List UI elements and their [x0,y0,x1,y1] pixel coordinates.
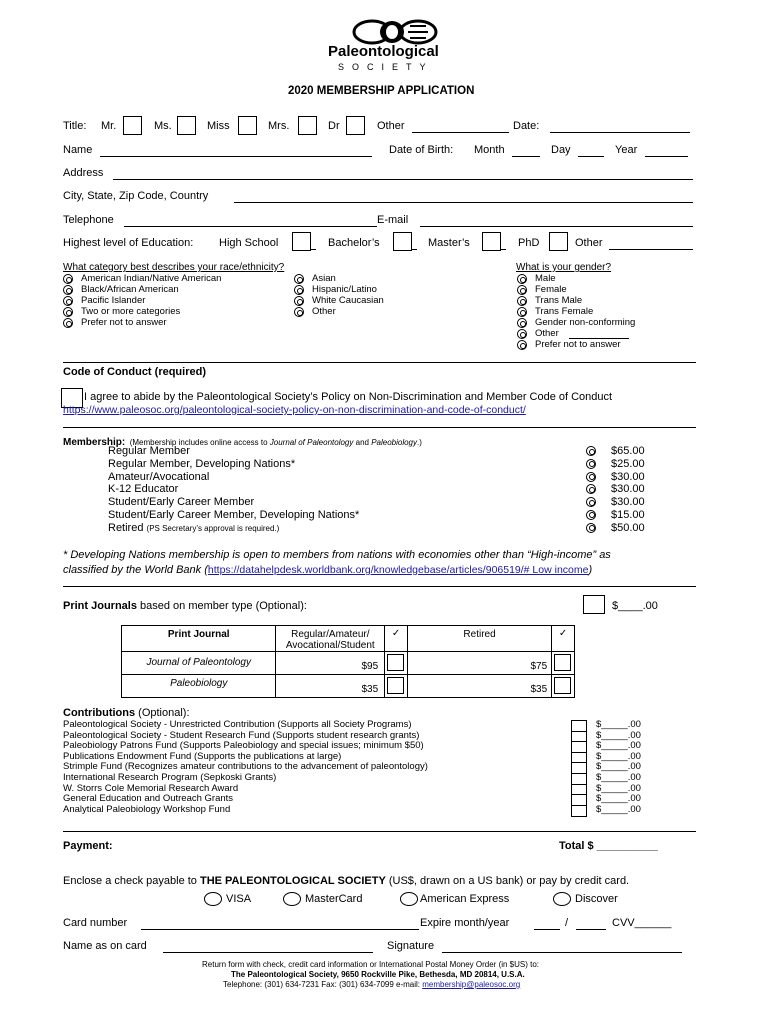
card-radio[interactable] [400,892,418,906]
email-label: E-mail [377,214,409,226]
table-header-row [122,626,575,652]
race-question: What category best describes your race/ethnicity? [63,262,285,273]
membership-row[interactable] [108,496,668,509]
education-highschool-label: High School [219,237,279,249]
print-journal-table [121,625,575,698]
membership-type-name: Regular Member [108,445,190,457]
membership-price: $15.00 [611,508,645,521]
note-journal-1: Journal of Paleontology [269,438,354,447]
membership-price: $50.00 [611,521,645,534]
title-ms-label: Ms. [154,120,172,132]
dob-day-field[interactable] [578,156,604,157]
print-journals-checkbox[interactable] [583,595,605,614]
contribution-label: Paleontological Society - Student Research Fund (Supports student research grants) [63,729,420,741]
contribution-label: W. Storrs Cole Memorial Research Award [63,782,239,794]
card-label: American Express [420,893,510,905]
note-text: (Membership includes online access to [129,438,270,447]
underline [411,249,417,250]
journal-regular-checkbox[interactable] [385,675,408,698]
contribution-amount[interactable]: $_____.00 [596,761,641,773]
expire-year-field[interactable] [576,929,606,930]
education-masters-label: Master’s [428,237,470,249]
name-on-card-field[interactable] [163,952,373,953]
payment-label: Payment: [63,840,113,852]
gender-question: What is your gender? [516,262,612,273]
retired-note: (PS Secretary’s approval is required.) [146,523,280,533]
journal-retired-price: $35 [407,675,551,698]
membership-radio[interactable] [586,459,596,469]
membership-price: $30.00 [611,496,645,509]
developing-nations-note-2 [63,564,592,576]
race-option-label: White Caucasian [312,295,384,306]
card-number-label: Card number [63,917,128,929]
dob-year-label: Year [615,144,638,156]
membership-row[interactable] [108,509,668,522]
card-label: VISA [226,893,252,905]
print-journals-amount[interactable]: $____.00 [612,600,658,612]
membership-row[interactable] [108,471,668,484]
title-miss-label: Miss [207,120,230,132]
email-field[interactable] [420,226,693,227]
membership-radio[interactable] [586,523,596,533]
logo-org-sub: SOCIETY [338,62,434,72]
education-other-label: Other [575,237,603,249]
title-mrs-label: Mrs. [268,120,290,132]
journal-regular-checkbox[interactable] [385,652,408,675]
journal-name: Paleobiology [122,675,276,698]
expire-slash: / [565,917,569,929]
developing-nations-note: * Developing Nations membership is open to members from nations with economies other than “High-income” as [63,549,611,561]
section-divider [63,427,696,428]
education-label: Highest level of Education: [63,237,194,249]
membership-radio[interactable] [586,510,596,520]
education-phd-checkbox[interactable] [549,232,568,251]
contribution-amount[interactable]: $_____.00 [596,740,641,752]
membership-price: $25.00 [611,457,645,470]
contributions-heading-rest: (Optional): [135,707,190,719]
dob-label: Date of Birth: [389,144,454,156]
membership-type-name: Amateur/Avocational [108,470,210,483]
footer-email-link[interactable]: membership@paleosoc.org [422,980,521,989]
gender-option-label: Female [535,284,567,295]
membership-type-name: Regular Member, Developing Nations* [108,457,296,470]
membership-row[interactable] [108,445,668,458]
race-option-label: Asian [312,273,336,284]
cvv-field[interactable]: CVV______ [612,917,672,929]
title-other-field[interactable] [412,132,509,133]
section-divider [63,831,696,832]
name-field[interactable] [100,156,372,157]
footer-phone-fax: Telephone: (301) 634-7231 Fax: (301) 634-7099 e-mail: [223,980,423,989]
note-text: ) [588,564,593,576]
education-other-field[interactable] [609,249,693,250]
contribution-label: Analytical Paleobiology Workshop Fund [63,803,231,815]
address-label: Address [63,167,104,179]
society-logo [320,18,450,76]
contributions-heading [63,707,190,719]
note-text: .) [417,438,422,447]
contribution-amount[interactable]: $_____.00 [596,750,641,762]
race-option-label: Black/African American [81,284,179,295]
date-label: Date: [513,120,540,132]
card-label: Discover [575,893,618,905]
conduct-policy-link[interactable]: https://www.paleosoc.org/paleontological-society-policy-on-non-discrimination-and-code-of-conduct/ [63,404,526,416]
trilobite-logo-icon [334,18,444,46]
gender-option-label: Trans Male [535,295,583,306]
page-title: 2020 MEMBERSHIP APPLICATION [288,85,475,97]
race-option-label: Two or more categories [81,306,181,317]
membership-type-name: Student/Early Career Member [108,496,255,509]
dob-month-field[interactable] [512,156,540,157]
title-mrs-checkbox[interactable] [298,116,317,135]
table-row [122,652,575,675]
journal-regular-price: $95 [276,652,385,675]
date-field[interactable] [550,132,690,133]
membership-price: $30.00 [611,483,645,496]
journal-name: Journal of Paleontology [122,652,276,675]
name-label: Name [63,144,93,156]
card-radio[interactable] [283,892,301,906]
title-dr-label: Dr [328,120,340,132]
membership-row[interactable] [108,458,668,471]
membership-type-name: Student/Early Career Member, Developing Nations* [108,508,360,521]
note-journal-2: Paleobiology [371,438,417,447]
journal-retired-checkbox[interactable] [552,652,575,675]
dob-year-field[interactable] [645,156,688,157]
card-label: MasterCard [305,893,363,905]
journal-regular-price: $35 [276,675,385,698]
title-dr-checkbox[interactable] [346,116,365,135]
contribution-label: Paleontological Society - Unrestricted Contribution (Supports all Society Programs) [63,719,412,730]
payment-total[interactable]: Total $ __________ [559,840,658,852]
membership-label: Membership: [63,437,126,448]
underline [310,249,316,250]
address-field[interactable] [113,179,693,180]
gender-option-label: Other [535,328,559,339]
th-regular-check: ✓ [385,626,408,652]
contribution-amount[interactable]: $_____.00 [596,782,641,794]
membership-type-name: K-12 Educator [108,483,179,496]
enclose-post: (US$, drawn on a US bank) or pay by credit card. [385,875,630,887]
section-divider [63,362,696,363]
dob-day-label: Day [551,144,571,156]
gender-option-label: Prefer not to answer [535,339,621,350]
telephone-label: Telephone [63,214,114,226]
journal-retired-checkbox[interactable] [552,675,575,698]
note-text: and [353,438,372,447]
world-bank-link[interactable]: https://datahelpdesk.worldbank.org/knowledgebase/articles/906519/# Low income [207,564,589,576]
title-label: Title: [63,120,87,132]
education-phd-label: PhD [518,237,540,249]
name-on-card-label: Name as on card [63,940,147,952]
th-retired-check: ✓ [552,626,575,652]
membership-price: $30.00 [611,470,645,483]
contribution-label: Paleobiology Patrons Fund (Supports Paleobiology and special issues; minimum $50) [63,740,424,752]
signature-label: Signature [387,940,435,952]
print-journals-label [63,600,307,612]
note-text: classified by the World Bank ( [63,564,208,576]
title-mr-label: Mr. [101,120,117,132]
contribution-amount[interactable]: $_____.00 [596,729,641,741]
contribution-amount[interactable]: $_____.00 [596,803,641,815]
expire-month-field[interactable] [534,929,560,930]
education-bachelors-checkbox[interactable] [393,232,412,251]
enclose-pre: Enclose a check payable to [63,875,200,887]
enclose-text [63,875,629,887]
enclose-payee: THE PALEONTOLOGICAL SOCIETY [199,875,386,887]
contribution-label: Strimple Fund (Recognizes amateur contributions to the advancement of paleontology) [63,761,428,773]
education-masters-checkbox[interactable] [482,232,501,251]
city-label: City, State, Zip Code, Country [63,190,209,202]
contributions-heading-bold: Contributions [63,707,136,719]
contributions-list [63,720,663,815]
th-journal: Print Journal [122,626,276,652]
table-row [122,675,575,698]
contribution-amount[interactable]: $_____.00 [596,771,641,783]
telephone-field[interactable] [124,226,377,227]
retired-label: Retired [108,521,144,534]
race-option-label: Other [312,306,336,317]
footer-address: The Paleontological Society, 9650 Rockville Pike, Bethesda, MD 20814, U.S.A. [231,970,525,979]
contribution-label: International Research Program (Sepkoski Grants) [63,771,277,783]
race-option-label: Prefer not to answer [81,317,167,328]
section-divider [63,586,696,587]
membership-type-name [108,522,279,534]
membership-radio[interactable] [586,484,596,494]
title-other-label: Other [377,120,405,132]
race-option-label: American Indian/Native American [81,273,222,284]
gender-option-label: Trans Female [535,306,594,317]
membership-row[interactable] [108,522,668,535]
contribution-amount[interactable]: $_____.00 [596,719,641,730]
membership-types [108,445,668,535]
footer-contact [223,980,520,989]
education-highschool-checkbox[interactable] [292,232,311,251]
journals-label-rest: based on member type (Optional): [136,600,307,612]
th-regular: Regular/Amateur/ Avocational/Student [276,626,385,652]
card-number-field[interactable] [141,929,419,930]
membership-row[interactable] [108,483,668,496]
membership-radio[interactable] [586,497,596,507]
contribution-label: Publications Endowment Fund (Supports the publications at large) [63,750,342,762]
expire-label: Expire month/year [420,917,510,929]
contribution-amount[interactable]: $_____.00 [596,793,641,805]
card-radio[interactable] [553,892,571,906]
th-retired: Retired [407,626,551,652]
contribution-checkbox[interactable] [571,805,587,817]
logo-org-name: Paleontological [328,43,439,60]
title-mr-checkbox[interactable] [123,116,142,135]
contribution-row[interactable] [63,805,663,816]
city-field[interactable] [234,202,693,203]
race-option-label: Hispanic/Latino [312,284,377,295]
membership-radio[interactable] [586,472,596,482]
education-bachelors-label: Bachelor’s [328,237,380,249]
conduct-heading: Code of Conduct (required) [63,366,206,378]
signature-field[interactable] [442,952,682,953]
journals-label-bold: Print Journals [63,600,137,612]
gender-option-label: Male [535,273,556,284]
dob-month-label: Month [474,144,505,156]
membership-price: $65.00 [611,445,645,457]
race-option-label: Pacific Islander [81,295,146,306]
title-miss-checkbox[interactable] [238,116,257,135]
journal-retired-price: $75 [407,652,551,675]
card-radio[interactable] [204,892,222,906]
conduct-agree-text: I agree to abide by the Paleontological Society’s Policy on Non-Discrimination and Member Code of Conduct [84,391,613,403]
title-ms-checkbox[interactable] [177,116,196,135]
gender-option-label: Gender non-conforming [535,317,636,328]
underline [500,249,506,250]
membership-radio[interactable] [586,446,596,456]
footer-return-text: Return form with check, credit card information or International Postal Money Order (in $US) to: [202,960,540,969]
contribution-label: General Education and Outreach Grants [63,793,234,805]
